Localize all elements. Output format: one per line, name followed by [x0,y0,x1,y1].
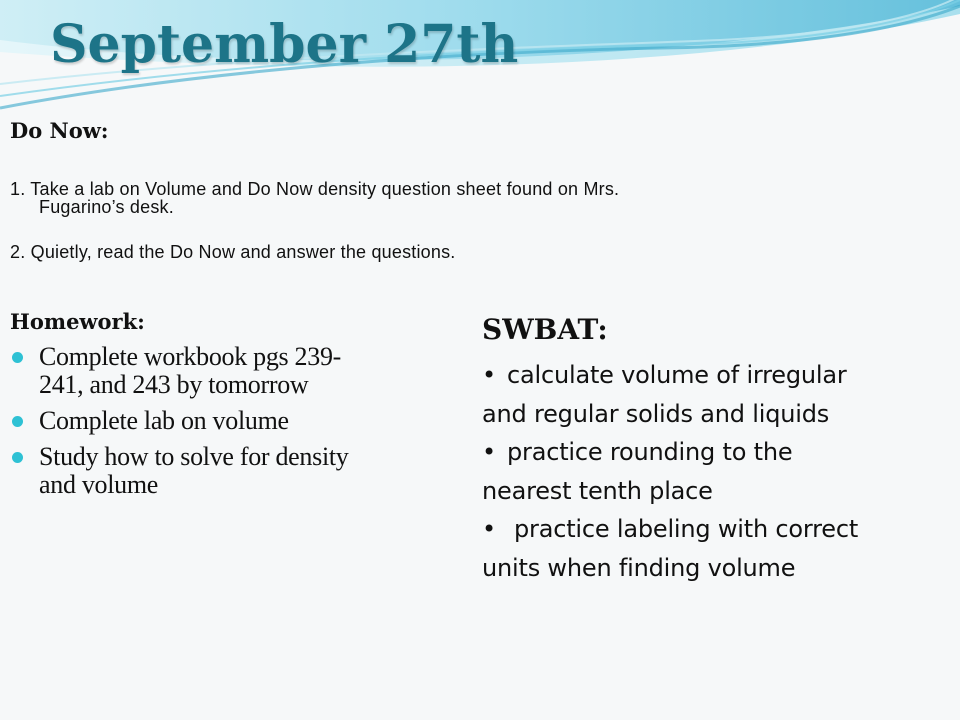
bullet-dot-icon [12,452,23,463]
swbat-item-2-line1 [482,433,952,472]
homework-item-1-line2: 241, and 243 by tomorrow [39,370,309,399]
homework-item-2: Complete lab on volume [39,406,289,435]
do-now-step-1-line2: Fugarino’s desk. [39,197,174,217]
homework-list [10,343,450,507]
swbat-item-1-text: calculate volume of irregular [507,361,847,389]
homework-item [10,407,450,435]
do-now-step-1-line1: 1. Take a lab on Volume and Do Now density question sheet found on Mrs. [10,179,620,199]
do-now-heading: Do Now: [10,118,109,143]
swbat-item-3-text: practice labeling with correct [514,515,859,543]
swbat-list [482,356,952,587]
bullet-icon: • [482,361,496,389]
homework-item [10,343,450,399]
homework-item-3-line1: Study how to solve for density [39,442,349,471]
do-now-step-2: 2. Quietly, read the Do Now and answer the questions. [10,242,456,262]
swbat-item-3-line1 [482,510,952,549]
bullet-dot-icon [12,416,23,427]
do-now-step-1 [10,180,910,216]
homework-item [10,443,450,499]
homework-item-1-line1: Complete workbook pgs 239- [39,342,342,371]
swbat-item-1-line2: and regular solids and liquids [482,399,830,428]
swbat-item-1-line1 [482,356,952,395]
bullet-icon: • [482,515,496,543]
homework-heading: Homework: [10,309,145,334]
swbat-item-2-text: practice rounding to the [507,438,793,466]
bullet-icon: • [482,438,496,466]
slide-title: September 27th [50,14,519,75]
swbat-heading: SWBAT: [482,313,608,346]
swbat-item-3-line2: units when finding volume [482,553,796,582]
bullet-dot-icon [12,352,23,363]
homework-item-3-line2: and volume [39,470,159,499]
swbat-item-2-line2: nearest tenth place [482,476,713,505]
